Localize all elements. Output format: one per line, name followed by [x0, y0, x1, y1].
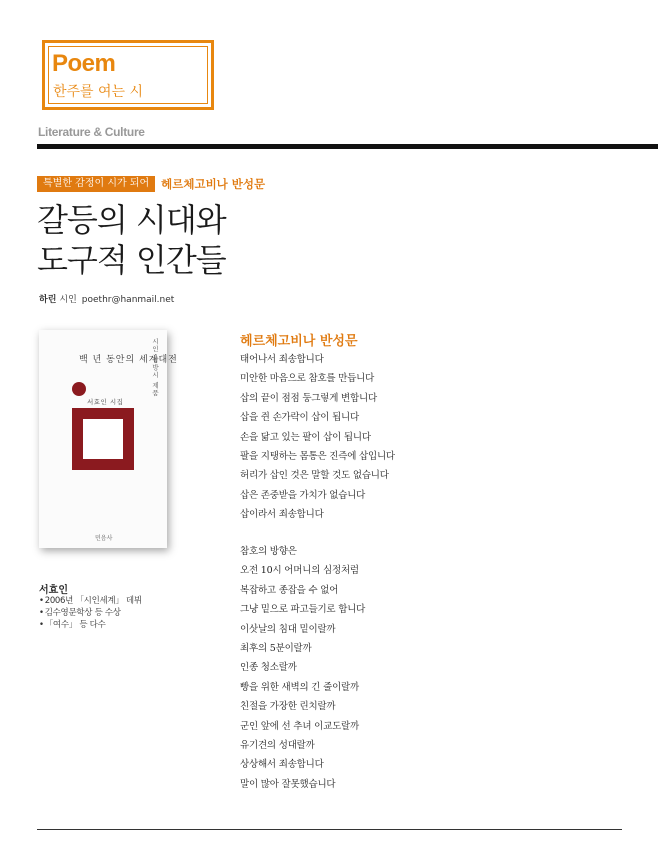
byline-author: 하린 — [39, 295, 57, 305]
poem-line: 참호의 방향은 — [240, 546, 297, 557]
poem-line: 유기견의 성대랄까 — [240, 740, 315, 752]
poet-notes — [39, 595, 142, 631]
poet-note: • 2006년 「시인세계」 데뷔 — [39, 595, 142, 607]
poem-stanza-2 — [240, 542, 365, 794]
poet-note: • 「여수」 등 다수 — [39, 619, 142, 631]
poem-line: 친절을 가장한 린치랄까 — [240, 701, 336, 713]
kicker-tag: 특별한 감정이 시가 되어 — [37, 176, 155, 192]
book-cover-square — [72, 408, 134, 470]
poem-line: 최후의 5분이랄까 — [240, 643, 312, 655]
headline-line-1: 갈등의 시대와 — [37, 201, 226, 239]
poem-line: 그냥 밑으로 파고들기로 합니다 — [240, 604, 366, 616]
book-cover-dot — [72, 382, 86, 396]
poem-line: 오전 10시 어머니의 심정처럼 — [240, 565, 359, 577]
poem-line: 이삿날의 침대 밑이랄까 — [240, 623, 336, 635]
byline-role: 시인 — [59, 295, 77, 305]
poem-line: 인종 청소랄까 — [240, 662, 297, 674]
poem-line: 손을 닮고 있는 팔이 삽이 됩니다 — [240, 431, 371, 443]
poem-line: 태어나서 죄송합니다 — [240, 354, 324, 365]
section-label: Poem — [52, 50, 116, 77]
poem-line: 미안한 마음으로 참호를 만듭니다 — [240, 373, 375, 385]
poem-stanza-1 — [240, 350, 395, 525]
poem-line: 빵을 위한 새벽의 긴 줄이랄까 — [240, 681, 360, 693]
footer-divider — [37, 829, 622, 830]
poet-note: • 김수영문학상 등 수상 — [39, 607, 142, 619]
poem-line: 허리가 삽인 것은 말할 것도 없습니다 — [240, 470, 389, 482]
poet-name: 서효인 — [39, 585, 68, 596]
book-publisher: 민음사 — [95, 535, 113, 542]
poem-line: 군인 앞에 선 추녀 이교도랄까 — [240, 720, 360, 732]
poem-line: 삽이라서 죄송합니다 — [240, 509, 324, 521]
poem-line: 팔을 지탱하는 몸통은 진즉에 삽입니다 — [240, 451, 395, 463]
byline — [39, 292, 174, 305]
byline-email: poethr@hanmail.net — [81, 295, 175, 305]
poem-title: 헤르체고비나 반성문 — [240, 334, 358, 349]
poem-line: 상상해서 죄송합니다 — [240, 759, 324, 771]
kicker-title: 헤르체고비나 반성문 — [161, 177, 266, 191]
kicker — [37, 176, 265, 192]
category-label: Literature & Culture — [38, 125, 145, 139]
poem-line: 말이 많아 잘못했습니다 — [240, 778, 336, 790]
headline-line-2: 도구적 인간들 — [37, 241, 226, 279]
poem-line: 삽을 쥔 손가락이 삽이 됩니다 — [240, 412, 360, 424]
book-spine-text: 시인 창방시 제품 — [151, 338, 159, 397]
book-cover — [39, 330, 178, 548]
header-divider — [37, 144, 658, 149]
poem-line: 복잡하고 종잡을 수 없어 — [240, 584, 339, 596]
book-author: 서효인 시집 — [87, 398, 124, 406]
poem-line: 삽은 존중받을 가치가 없습니다 — [240, 489, 366, 501]
poem-line: 삽의 끝이 점점 둥그렇게 변합니다 — [240, 392, 377, 404]
section-subtitle: 한주를 여는 시 — [53, 84, 144, 100]
book-title: 백 년 동안의 세계대전 — [79, 355, 178, 365]
headline — [37, 200, 226, 280]
